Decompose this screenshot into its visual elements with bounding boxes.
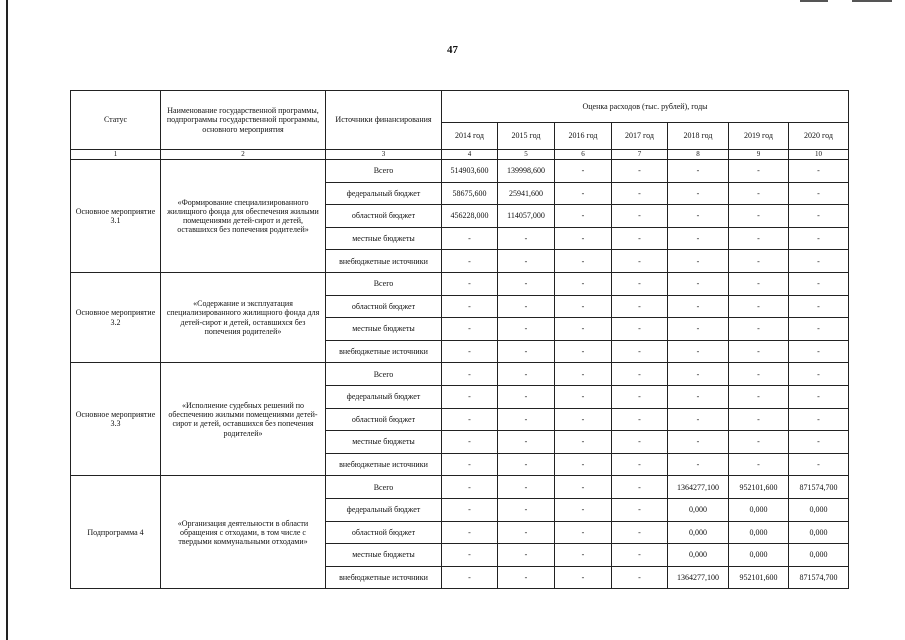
value-cell: - — [498, 227, 555, 250]
value-cell: - — [555, 476, 612, 499]
column-number: 9 — [729, 150, 789, 160]
value-cell: 0,000 — [668, 498, 729, 521]
funding-source-cell: федеральный бюджет — [326, 385, 442, 408]
value-cell: 139998,600 — [498, 160, 555, 183]
top-mark — [800, 0, 828, 2]
column-number: 5 — [498, 150, 555, 160]
value-cell: - — [612, 476, 668, 499]
program-name-cell: «Формирование специализированного жилищного фонда для обеспечения жилыми помещениями детей-сирот и детей, оставшихся без попечения родителей» — [161, 160, 326, 273]
value-cell: - — [612, 272, 668, 295]
funding-source-cell: областной бюджет — [326, 521, 442, 544]
status-cell: Подпрограмма 4 — [71, 476, 161, 589]
funding-source-cell: областной бюджет — [326, 205, 442, 228]
column-number: 6 — [555, 150, 612, 160]
funding-source-cell: внебюджетные источники — [326, 566, 442, 589]
value-cell: - — [442, 318, 498, 341]
column-numbers-row — [71, 150, 849, 160]
value-cell: - — [668, 363, 729, 386]
header-year: 2018 год — [668, 123, 729, 150]
page-edge-line — [6, 0, 8, 640]
value-cell: - — [442, 408, 498, 431]
value-cell: - — [442, 431, 498, 454]
value-cell: - — [555, 160, 612, 183]
value-cell: - — [668, 453, 729, 476]
header-source: Источники финансирования — [326, 91, 442, 150]
value-cell: - — [498, 544, 555, 567]
value-cell: - — [668, 227, 729, 250]
page-number: 47 — [447, 44, 458, 56]
value-cell: - — [612, 544, 668, 567]
column-number: 1 — [71, 150, 161, 160]
value-cell: - — [498, 250, 555, 273]
value-cell: - — [668, 272, 729, 295]
value-cell: - — [498, 498, 555, 521]
value-cell: - — [612, 182, 668, 205]
value-cell: - — [789, 182, 849, 205]
value-cell: - — [789, 408, 849, 431]
value-cell: - — [668, 295, 729, 318]
table-row — [71, 160, 849, 183]
value-cell: - — [612, 431, 668, 454]
value-cell: - — [612, 453, 668, 476]
value-cell: - — [789, 431, 849, 454]
value-cell: - — [498, 340, 555, 363]
funding-source-cell: федеральный бюджет — [326, 182, 442, 205]
program-name-cell: «Содержание и эксплуатация специализированного жилищного фонда для детей-сирот и детей, оставшихся без попечения родителей» — [161, 272, 326, 362]
value-cell: 0,000 — [789, 498, 849, 521]
value-cell: - — [789, 295, 849, 318]
funding-source-cell: Всего — [326, 363, 442, 386]
value-cell: - — [442, 566, 498, 589]
value-cell: - — [789, 160, 849, 183]
header-year: 2020 год — [789, 123, 849, 150]
value-cell: - — [498, 363, 555, 386]
value-cell: - — [612, 205, 668, 228]
value-cell: - — [498, 521, 555, 544]
value-cell: - — [498, 431, 555, 454]
funding-source-cell: областной бюджет — [326, 295, 442, 318]
value-cell: - — [612, 295, 668, 318]
value-cell: - — [789, 340, 849, 363]
value-cell: - — [612, 385, 668, 408]
value-cell: - — [555, 498, 612, 521]
value-cell: - — [612, 363, 668, 386]
value-cell: - — [729, 363, 789, 386]
table-row — [71, 272, 849, 295]
header-year: 2017 год — [612, 123, 668, 150]
value-cell: - — [729, 408, 789, 431]
funding-source-cell: Всего — [326, 160, 442, 183]
value-cell: - — [442, 272, 498, 295]
table-body — [71, 160, 849, 589]
value-cell: - — [789, 205, 849, 228]
value-cell: 0,000 — [729, 498, 789, 521]
value-cell: - — [729, 205, 789, 228]
value-cell: - — [729, 182, 789, 205]
value-cell: 514903,600 — [442, 160, 498, 183]
program-name-cell: «Исполнение судебных решений по обеспечению жилыми помещениями детей-сирот и детей, оставшихся без попечения родителей» — [161, 363, 326, 476]
header-year: 2016 год — [555, 123, 612, 150]
value-cell: - — [668, 340, 729, 363]
value-cell: - — [612, 160, 668, 183]
value-cell: - — [555, 250, 612, 273]
value-cell: 456228,000 — [442, 205, 498, 228]
value-cell: - — [498, 453, 555, 476]
value-cell: - — [729, 340, 789, 363]
value-cell: 871574,700 — [789, 476, 849, 499]
value-cell: - — [442, 453, 498, 476]
value-cell: - — [729, 272, 789, 295]
column-number: 8 — [668, 150, 729, 160]
budget-table — [70, 90, 849, 589]
value-cell: - — [729, 160, 789, 183]
funding-source-cell: местные бюджеты — [326, 227, 442, 250]
value-cell: - — [442, 363, 498, 386]
value-cell: - — [789, 272, 849, 295]
value-cell: 952101,600 — [729, 476, 789, 499]
value-cell: - — [729, 295, 789, 318]
header-status: Статус — [71, 91, 161, 150]
value-cell: - — [729, 385, 789, 408]
funding-source-cell: внебюджетные источники — [326, 453, 442, 476]
value-cell: - — [668, 408, 729, 431]
value-cell: - — [729, 250, 789, 273]
value-cell: 1364277,100 — [668, 476, 729, 499]
value-cell: - — [555, 182, 612, 205]
funding-source-cell: Всего — [326, 476, 442, 499]
value-cell: - — [612, 318, 668, 341]
value-cell: - — [498, 385, 555, 408]
header-year: 2014 год — [442, 123, 498, 150]
funding-source-cell: местные бюджеты — [326, 431, 442, 454]
value-cell: - — [668, 160, 729, 183]
value-cell: - — [555, 363, 612, 386]
value-cell: 871574,700 — [789, 566, 849, 589]
value-cell: - — [668, 385, 729, 408]
value-cell: - — [789, 318, 849, 341]
value-cell: - — [789, 250, 849, 273]
column-number: 10 — [789, 150, 849, 160]
value-cell: - — [668, 318, 729, 341]
value-cell: - — [555, 408, 612, 431]
funding-source-cell: внебюджетные источники — [326, 340, 442, 363]
funding-source-cell: Всего — [326, 272, 442, 295]
value-cell: - — [668, 431, 729, 454]
value-cell: - — [555, 227, 612, 250]
value-cell: 0,000 — [668, 544, 729, 567]
status-cell: Основное мероприятие 3.3 — [71, 363, 161, 476]
value-cell: - — [555, 272, 612, 295]
value-cell: - — [498, 566, 555, 589]
value-cell: 0,000 — [789, 544, 849, 567]
header-year: 2015 год — [498, 123, 555, 150]
value-cell: - — [442, 227, 498, 250]
value-cell: - — [442, 498, 498, 521]
value-cell: - — [498, 272, 555, 295]
value-cell: - — [555, 385, 612, 408]
status-cell: Основное мероприятие 3.2 — [71, 272, 161, 362]
value-cell: - — [442, 250, 498, 273]
value-cell: - — [612, 408, 668, 431]
value-cell: 114057,000 — [498, 205, 555, 228]
program-name-cell: «Организация деятельности в области обращения с отходами, в том числе с твердыми коммунальными отходами» — [161, 476, 326, 589]
value-cell: 952101,600 — [729, 566, 789, 589]
value-cell: - — [498, 318, 555, 341]
value-cell: - — [555, 431, 612, 454]
table-row — [71, 363, 849, 386]
value-cell: - — [668, 250, 729, 273]
header-name: Наименование государственной программы, подпрограммы государственной программы, основного мероприятия — [161, 91, 326, 150]
value-cell: - — [729, 318, 789, 341]
value-cell: 1364277,100 — [668, 566, 729, 589]
value-cell: 0,000 — [789, 521, 849, 544]
value-cell: 0,000 — [729, 521, 789, 544]
value-cell: - — [729, 453, 789, 476]
value-cell: - — [612, 340, 668, 363]
column-number: 7 — [612, 150, 668, 160]
value-cell: - — [789, 363, 849, 386]
table-row — [71, 476, 849, 499]
status-cell: Основное мероприятие 3.1 — [71, 160, 161, 273]
value-cell: 58675,600 — [442, 182, 498, 205]
value-cell: - — [729, 227, 789, 250]
value-cell: - — [668, 205, 729, 228]
value-cell: - — [555, 521, 612, 544]
value-cell: - — [612, 227, 668, 250]
funding-source-cell: федеральный бюджет — [326, 498, 442, 521]
funding-source-cell: местные бюджеты — [326, 318, 442, 341]
value-cell: - — [789, 453, 849, 476]
column-number: 4 — [442, 150, 498, 160]
value-cell: 0,000 — [668, 521, 729, 544]
value-cell: - — [555, 318, 612, 341]
value-cell: - — [442, 476, 498, 499]
top-mark — [852, 0, 892, 2]
value-cell: - — [442, 295, 498, 318]
header-year: 2019 год — [729, 123, 789, 150]
value-cell: - — [555, 205, 612, 228]
value-cell: - — [789, 227, 849, 250]
value-cell: - — [442, 544, 498, 567]
value-cell: - — [442, 521, 498, 544]
value-cell: - — [498, 476, 555, 499]
value-cell: - — [668, 182, 729, 205]
value-cell: 0,000 — [729, 544, 789, 567]
funding-source-cell: внебюджетные источники — [326, 250, 442, 273]
value-cell: - — [442, 385, 498, 408]
value-cell: - — [555, 544, 612, 567]
value-cell: - — [498, 408, 555, 431]
header-estimate: Оценка расходов (тыс. рублей), годы — [442, 91, 849, 123]
value-cell: - — [612, 521, 668, 544]
value-cell: - — [555, 340, 612, 363]
value-cell: - — [612, 250, 668, 273]
value-cell: - — [612, 566, 668, 589]
value-cell: - — [729, 431, 789, 454]
value-cell: - — [442, 340, 498, 363]
value-cell: 25941,600 — [498, 182, 555, 205]
funding-source-cell: местные бюджеты — [326, 544, 442, 567]
column-number: 2 — [161, 150, 326, 160]
value-cell: - — [612, 498, 668, 521]
value-cell: - — [498, 295, 555, 318]
value-cell: - — [555, 566, 612, 589]
funding-source-cell: областной бюджет — [326, 408, 442, 431]
column-number: 3 — [326, 150, 442, 160]
value-cell: - — [555, 453, 612, 476]
value-cell: - — [555, 295, 612, 318]
value-cell: - — [789, 385, 849, 408]
